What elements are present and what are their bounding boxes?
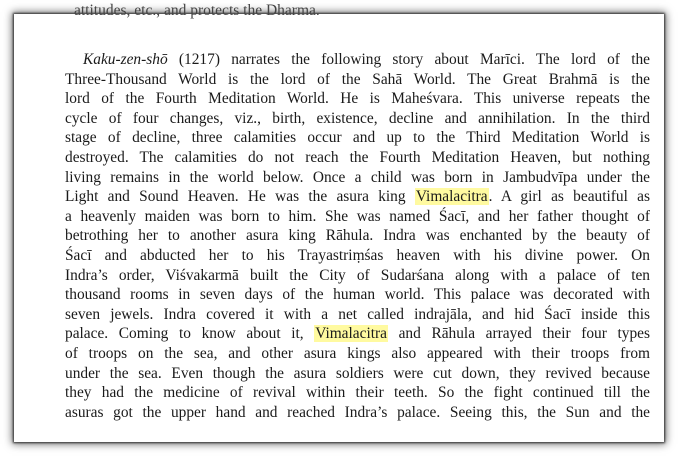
cut-off-top-line: attitudes, etc., and protects the Dharma. xyxy=(74,2,320,19)
line-text: and Rāhula arrayed their four types xyxy=(387,325,650,343)
text-line xyxy=(65,324,650,344)
highlighted-term: Vimalacitra xyxy=(315,325,387,343)
line-text: Light and Sound Heaven. He was the asura king xyxy=(65,188,415,206)
text-line: lord of the Fourth Meditation World. He is Maheśvara. This universe repeats the xyxy=(65,90,650,108)
text-line: Indra’s order, Viśvakarmā built the City of Sudarśana along with a palace of ten xyxy=(65,266,650,284)
text-line: asuras got the upper hand and reached Indra’s palace. Seeing this, the Sun and the xyxy=(65,403,650,421)
line-text: . A girl as beautiful as xyxy=(488,188,650,206)
text-line: seven jewels. Indra covered it with a net called indrajāla, and hid Śacī inside this xyxy=(65,305,650,323)
text-line: living remains in the world below. Once a child was born in Jambudvīpa under the xyxy=(65,168,650,186)
text-line: cycle of four changes, viz., birth, existence, decline and annihilation. In the third xyxy=(65,109,650,127)
text-line: Three-Thousand World is the lord of the Sahā World. The Great Brahmā is the xyxy=(65,70,650,88)
text-line: of troops on the sea, and other asura kings also appeared with their troops from xyxy=(65,344,650,362)
text-line: thousand rooms in seven days of the human world. This palace was decorated with xyxy=(65,286,650,304)
text-line: destroyed. The calamities do not reach the Fourth Meditation Heaven, but nothing xyxy=(65,148,650,166)
text-line: under the sea. Even though the asura soldiers were cut down, they revived because xyxy=(65,364,650,382)
text-line: betrothing her to another asura king Rāhula. Indra was enchanted by the beauty of xyxy=(65,227,650,245)
book-title: Kaku-zen-shō xyxy=(83,51,168,68)
text-line: a heavenly maiden was born to him. She was named Śacī, and her father thought of xyxy=(65,207,650,225)
body-text xyxy=(65,50,650,422)
line-text: palace. Coming to know about it, xyxy=(65,325,315,343)
text-line: they had the medicine of revival within their teeth. So the fight continued till the xyxy=(65,384,650,402)
text-line xyxy=(65,187,650,207)
document-page xyxy=(14,2,664,442)
text-line xyxy=(65,50,650,70)
line-text: (1217) narrates the following story about Marīci. The lord of the xyxy=(167,51,650,68)
text-line: Śacī and abducted her to his Trayastriṃśas heaven with his divine power. On xyxy=(65,246,650,264)
highlighted-term: Vimalacitra xyxy=(415,188,488,206)
text-line: stage of decline, three calamities occur and up to the Third Meditation World is xyxy=(65,129,650,147)
